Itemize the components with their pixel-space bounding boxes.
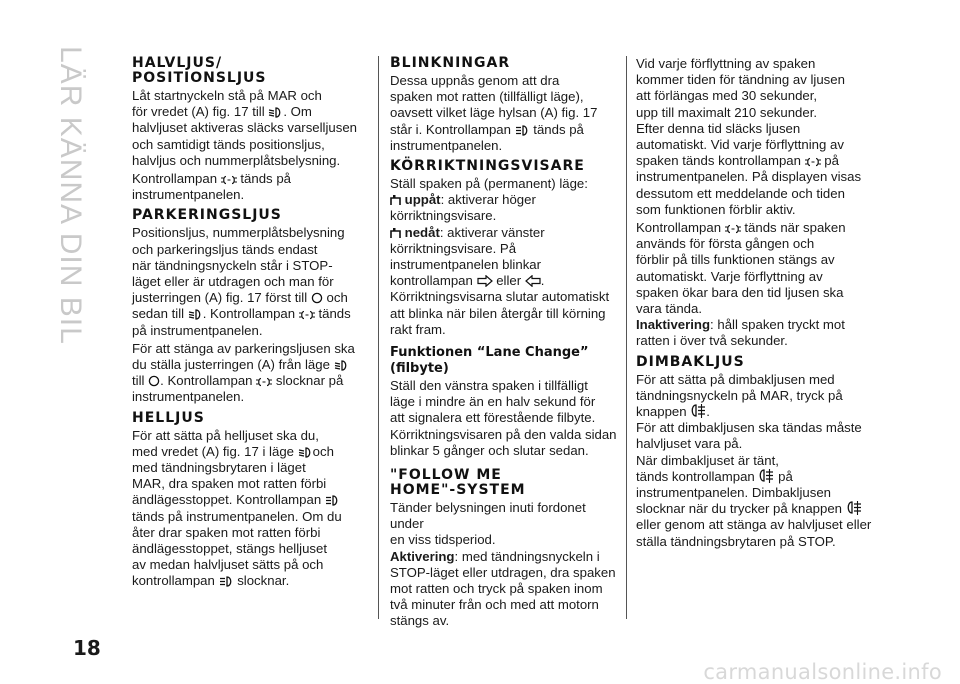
- paragraph: För att sätta på dimbakljusen med tändningsnyckeln på MAR, tryck på knappen . För att dimbakljusen ska tändas måste halvljuset vara på. När dimbakljuset är tänt, tänds kontrollampan på instrumentpanelen. Dimbakljusen slocknar när du trycker på knappen eller genom att stänga av halvljuset eller ställa tändningsbrytaren på STOP.: [636, 371, 872, 549]
- section-title-parkeringsljus: PARKERINGSLJUS: [132, 207, 282, 224]
- paragraph: Kontrollampan tänds på instrumentpanelen.: [132, 171, 291, 203]
- section-title-helljus: HELLJUS: [132, 409, 205, 426]
- turn-left-icon: [525, 275, 541, 287]
- paragraph: Ställ spaken på (permanent) läge: uppåt: aktiverar höger körriktningsvisare. nedåt: aktiverar vänster körriktningsvisare. På instrumentpanelen blinkar kontrollampan eller . Körriktningsvisarna slutar automatiskt att blinka när bilen återgår till körning rakt fram.: [390, 176, 610, 337]
- subsection-title-lane-change: Funktionen “Lane Change” (filbyte): [390, 345, 589, 377]
- watermark: carmanualsonline.info: [703, 660, 942, 684]
- parking-light-icon: [221, 175, 237, 185]
- high-beam-icon: [219, 576, 234, 587]
- column-3: [636, 56, 884, 550]
- fog-light-icon: [846, 501, 862, 515]
- page-number: 18: [73, 636, 101, 660]
- section-title-dimbakljus: DIMBAKLJUS: [636, 353, 745, 370]
- section-title-blinkningar: BLINKNINGAR: [390, 55, 511, 71]
- bullet-icon: [390, 228, 401, 239]
- column-divider: [378, 56, 379, 619]
- high-beam-icon: [325, 495, 340, 506]
- low-beam-icon: [268, 107, 283, 118]
- low-beam-icon: [334, 360, 349, 371]
- column-divider: [626, 56, 627, 619]
- paragraph: Låt startnyckeln stå på MAR och för vredet (A) fig. 17 till . Om halvljuset aktiveras släcks varselljusen och samtidigt tänds positionsljus, halvljus och nummerplåtsbelysning.: [132, 88, 358, 168]
- paragraph: Ställ den vänstra spaken i tillfälligt läge i mindre än en halv sekund för att signalera ett förestående filbyte. Körriktningsvisaren på den valda sidan blinkar 5 gånger och slutar sedan.: [390, 378, 617, 458]
- section-title-follow-me-home: "FOLLOW ME HOME"-SYSTEM: [390, 467, 526, 499]
- column-2: [390, 56, 622, 630]
- ring-light-icon: [311, 292, 323, 304]
- section-side-label: LÄR KÄNNA DIN BIL: [54, 46, 87, 345]
- paragraph: För att sätta på helljuset ska du, med vredet (A) fig. 17 i läge och med tändningsbrytaren i läget MAR, dra spaken mot ratten förbi ändlägesstoppet. Kontrollampan tänds på instrumentpanelen. Om du åter drar spaken mot ratten förbi ändlägesstoppet, stängs helljuset av medan halvljuset sätts på och kontrollampan slocknar.: [132, 427, 342, 589]
- fog-light-icon: [758, 469, 774, 483]
- high-beam-icon: [515, 125, 530, 136]
- ring-light-icon: [148, 375, 160, 387]
- parking-light-icon: [725, 224, 741, 234]
- parking-light-icon: [256, 377, 272, 387]
- paragraph: Tänder belysningen inuti fordonet under en viss tidsperiod. Aktivering: med tändningsnyckeln i STOP-läget eller utdragen, dra spaken mot ratten och tryck på spaken inom två minuter från och med att motorn stängs av.: [390, 500, 616, 629]
- paragraph: För att stänga av parkeringsljusen ska du ställa justerringen (A) från läge till . Kontrollampan slocknar på instrumentpanelen.: [132, 340, 355, 405]
- fog-light-icon: [690, 404, 706, 418]
- turn-right-icon: [477, 275, 493, 287]
- paragraph: Kontrollampan tänds när spaken används för första gången och förblir på tills funktionen stängs av automatiskt. Varje förflyttning av spaken ökar bara den tid ljusen ska vara tända. Inaktivering: håll spaken tryckt mot ratten i över två sekunder.: [636, 220, 846, 349]
- section-title-halvljus: HALVLJUS/ POSITIONSLJUS: [132, 55, 267, 86]
- low-beam-icon: [188, 309, 203, 320]
- paragraph: Vid varje förflyttning av spaken kommer tiden för tändning av ljusen att förlängas med 30 sekunder, upp till maximalt 210 sekunder. Efter denna tid släcks ljusen automatiskt. Vid varje förflyttning av spaken tänds kontrollampan på instrumentpanelen. På displayen visas dessutom ett meddelande och tiden som funktionen förblir aktiv.: [636, 56, 862, 217]
- parking-light-icon: [299, 310, 315, 320]
- paragraph: Dessa uppnås genom att dra spaken mot ratten (tillfälligt läge), oavsett vilket läge hylsan (A) fig. 17 står i. Kontrollampan tänds på instrumentpanelen.: [390, 73, 598, 153]
- column-1: [132, 56, 376, 590]
- bullet-icon: [390, 195, 401, 206]
- section-title-korriktningsvisare: KÖRRIKTNINGSVISARE: [390, 158, 585, 175]
- parking-light-icon: [805, 157, 821, 167]
- paragraph: Positionsljus, nummerplåtsbelysning och parkeringsljus tänds endast när tändningsnyckeln står i STOP- läget eller är utdragen och man för justerringen (A) fig. 17 först till och sedan till . Kontrollampan tänds på instrumentpanelen.: [132, 225, 351, 338]
- low-beam-icon: [298, 447, 313, 458]
